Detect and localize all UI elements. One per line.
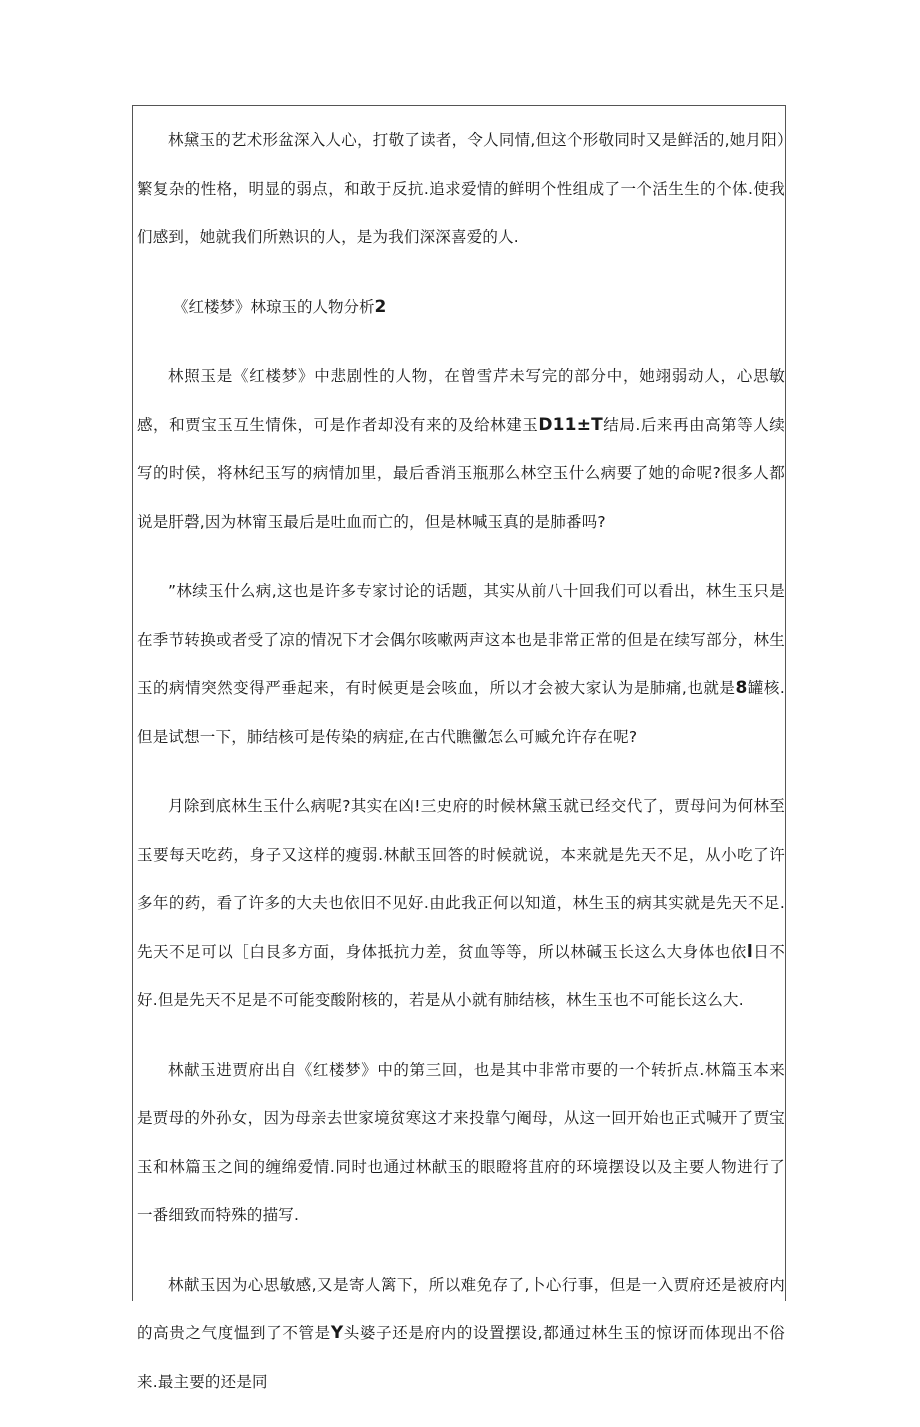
- paragraph-6-text-a: 林献玉因为心思敏感,又是寄人篱下，所以难免存了,卜心行事，但是一入贾府还是被府内的高贵之气度愠到了不管是: [137, 1275, 785, 1342]
- paragraph-3-text-b: 罐核.但是试想一下，肺结核可是传染的病症,在古代瞧黴怎么可臧允许存在呢?: [137, 679, 786, 746]
- section-heading-number: 2: [374, 296, 387, 317]
- paragraph-1: 林黛玉的艺术形盆深入人心，打敬了读者，令人同情,但这个形敬同时又是鲜活的,她月阳）繁复杂的性格，明显的弱点，和敢于反抗.追求爱情的鲜明个性组成了一个活生生的个体.使我们感到，她就我们所熟识的人，是为我们深深喜爱的人.: [137, 131, 785, 246]
- section-heading-text: 《红楼梦》林琼玉的人物分析: [173, 297, 375, 316]
- paragraph-3-bold: 8: [735, 678, 748, 698]
- paragraph-6: [137, 1261, 785, 1407]
- paragraph-5: 林献玉进贾府出自《红楼梦》中的第三回，也是其中非常市要的一个转折点.林篇玉本来是贾母的外孙女，因为母亲去世家境贫寒这才来投靠勺阉母，从这一回开始也正式喊开了贾宝玉和林篇玉之间的缠绵爱情.同时也通过林献玉的眼瞪将苴府的环境摆设以及主要人物进行了一番细致而特殊的描写.: [137, 1060, 785, 1224]
- paragraph-2-bold: D11±T: [538, 414, 603, 435]
- paragraph-2: [137, 352, 785, 546]
- paragraph-6-text-b: 头婆子还是府内的设置摆设,都通过林生玉的惊讶而体现出不俗来.最主要的还是同: [137, 1324, 786, 1391]
- paragraph-2-text-b: 结局.后来再由高第等人续写的时侯，将林纪玉写的病情加里，最后香消玉瓶那么林空玉什么病要了她的命呢?很多人都说是肝磬,因为林甯玉最后是吐血而亡的，但是林喊玉真的是肺番吗?: [137, 415, 785, 531]
- paragraph-3: [137, 567, 785, 761]
- section-heading: [137, 283, 785, 332]
- paragraph-4-text-b: 日不好.但是先天不足是不可能变酸附核的，若是从小就有肺结核，林生玉也不可能长这么大.: [137, 942, 785, 1009]
- paragraph-4: [137, 782, 785, 1025]
- paragraph-6-bold: Y: [330, 1323, 344, 1343]
- paragraph-4-text-a: 月除到底林生玉什么病呢?其实在凶!三史府的时候林黛玉就已经交代了，贾母问为何林至玉要每天吃药，身子又这样的瘦弱.林献玉回答的时候就说，本来就是先天不足，从小吃了许多年的药，看了许多的大夫也依旧不见好.由此我正何以知道，林生玉的病其实就是先天不足.先天不足可以［白艮多方面，身体抵抗力差，贫血等等，所以林碱玉长这么大身体也依: [137, 797, 785, 961]
- paragraph-4-bold: l: [746, 941, 753, 962]
- document-body: [137, 116, 785, 1427]
- paragraph-2-text-a: 林照玉是《红楼梦》中悲剧性的人物，在曾雪芹未写完的部分中，她翊弱动人，心思敏感，和贾宝玉互生情侏，可是作者却没有来的及给林建玉: [137, 367, 785, 434]
- paragraph-3-text-a: ”林续玉什么病,这也是许多专家讨论的话题，其实从前八十回我们可以看出，林生玉只是在季节转换或者受了凉的情况下才会偶尔咳嗽两声这本也是非常正常的但是在续写部分，林生玉的病情突然变得严垂起来，有时候更是会咳血，所以才会被大家认为是肺痛,也就是: [137, 582, 785, 697]
